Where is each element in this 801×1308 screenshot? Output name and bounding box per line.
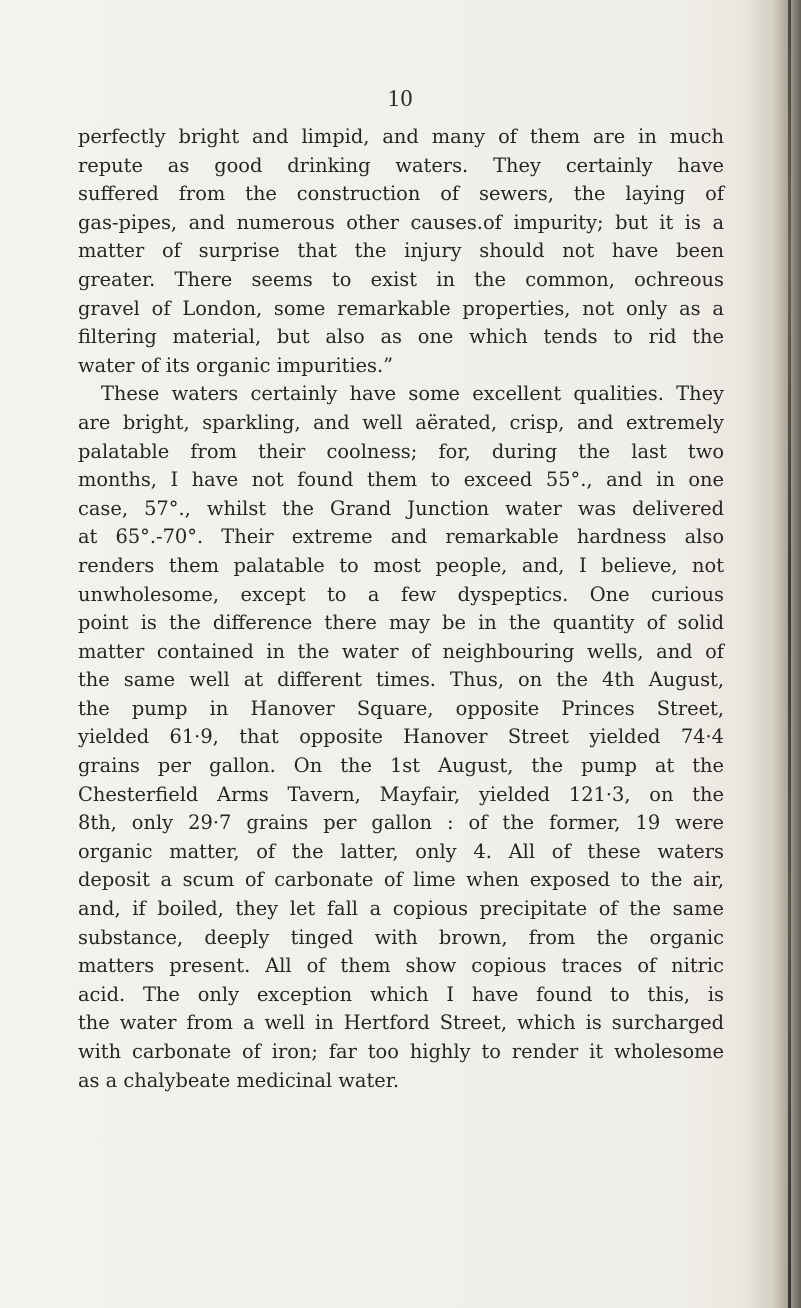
body-text [78, 123, 724, 1095]
text-line: with carbonate of iron; far too highly to render it wholesome [78, 1040, 724, 1063]
text-line: matters present. All of them show copious traces of nitric [78, 954, 724, 978]
text-line: as a chalybeate medicinal water. [78, 1068, 400, 1092]
text-line: unwholesome, except to a few dyspeptics. One curious [78, 582, 724, 606]
text-line: yielded 61·9, that opposite Hanover Street yielded 74·4 [78, 725, 724, 749]
text-line: organic matter, of the latter, only 4. All of these waters [78, 839, 724, 863]
text-line: greater. There seems to exist in the common, ochreous [78, 267, 724, 291]
text-line: suffered from the construction of sewers, the laying of [78, 182, 724, 206]
text-line: repute as good drinking waters. They certainly have [78, 153, 724, 177]
text-line: 8th, only 29·7 grains per gallon : of the former, 19 were [78, 811, 724, 835]
text-line: the same well at different times. Thus, on the 4th August, [78, 668, 724, 692]
text-line: the water from a well in Hertford Street, which is surcharged [78, 1011, 724, 1035]
text-line: matter contained in the water of neighbouring wells, and of [78, 639, 724, 663]
text-line: the pump in Hanover Square, opposite Princes Street, [78, 696, 724, 720]
paragraph-start-line: These waters certainly have some excellent qualities. They [101, 382, 724, 406]
page-number: 10 [387, 86, 414, 112]
text-line: and, if boiled, they let fall a copious precipitate of the same [78, 897, 724, 921]
text-line: water of its organic impurities.” [78, 353, 394, 377]
text-line: renders them palatable to most people, and, I believe, not [78, 553, 724, 577]
text-line: gas-pipes, and numerous other causes.of impurity; but it is a [78, 210, 724, 234]
text-line: acid. The only exception which I have found to this, is [78, 982, 724, 1006]
text-line: point is the difference there may be in the quantity of solid [78, 611, 724, 635]
text-line: are bright, sparkling, and well aërated, crisp, and extremely [78, 410, 724, 434]
page-gutter-shadow [761, 0, 801, 1308]
text-line: substance, deeply tinged with brown, from the organic [78, 925, 724, 949]
text-line: case, 57°., whilst the Grand Junction water was delivered [78, 496, 724, 520]
text-line: months, I have not found them to exceed 55°., and in one [78, 468, 724, 492]
text-line: at 65°.-70°. Their extreme and remarkable hardness also [78, 525, 724, 549]
text-line: filtering material, but also as one which tends to rid the [78, 325, 724, 349]
text-line: perfectly bright and limpid, and many of them are in much [78, 125, 724, 148]
text-line: gravel of London, some remarkable properties, not only as a [78, 296, 724, 320]
text-line: grains per gallon. On the 1st August, the pump at the [78, 754, 724, 778]
text-line: Chesterfield Arms Tavern, Mayfair, yielded 121·3, on the [78, 782, 724, 806]
binding-edge [788, 0, 791, 1308]
text-line: matter of surprise that the injury should not have been [78, 239, 724, 263]
text-line: palatable from their coolness; for, during the last two [78, 439, 724, 463]
text-line: deposit a scum of carbonate of lime when exposed to the air, [78, 868, 724, 892]
